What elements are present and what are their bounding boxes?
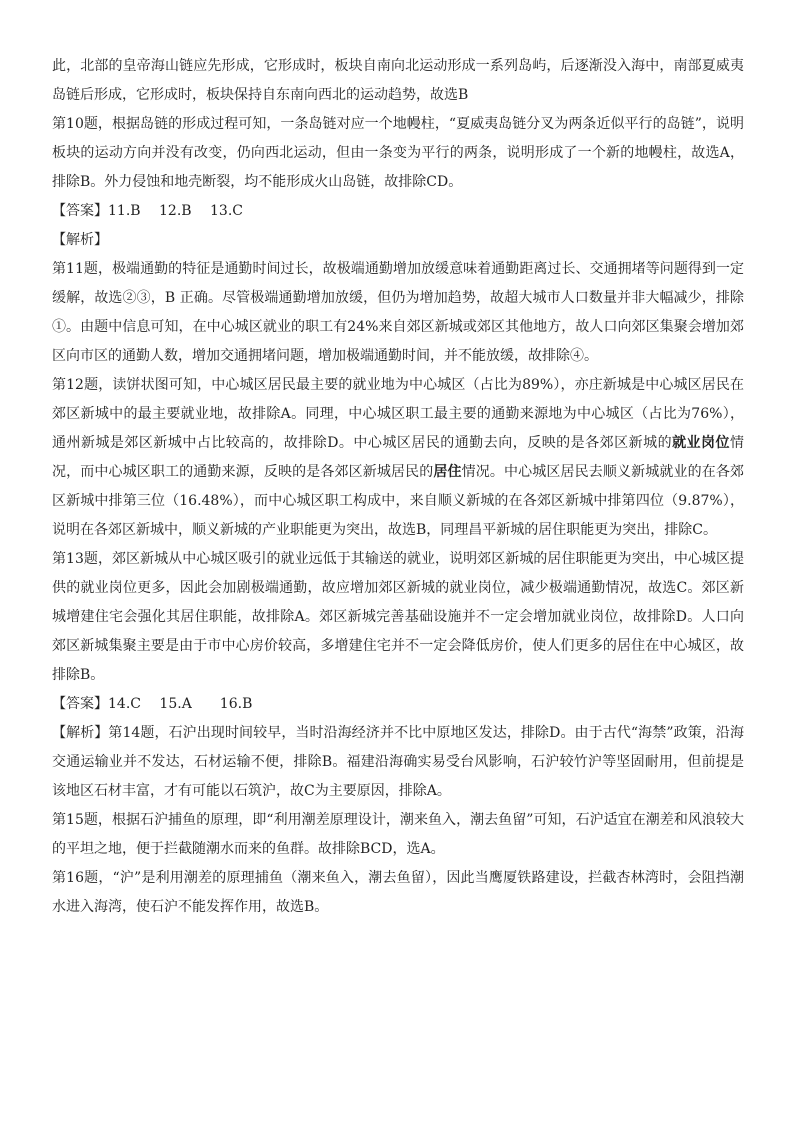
- q12-text-part-2: 情况，而中心城区职工的通勤来源，反映的是各郊区新城居民的: [52, 435, 744, 480]
- paragraph-q13: 第13题，郊区新城从中心城区吸引的就业远低于其输送的就业，说明郊区新城的居住职能更为突出，中心城区提供的就业岗位更多，因此会加剧极端通勤，故应增加郊区新城的就业岗位，减少极端通勤情况，故选C。郊区新城增建住宅会强化其居住职能，故排除A。郊区新城完善基础设施并不一定会增加就业岗位，故排除D。人口向郊区新城集聚主要是由于市中心房价较高，多增建住宅并不一定会降低房价，使人们更多的居住在中心城区，故排除B。: [52, 551, 744, 683]
- document-page: [52, 52, 744, 922]
- paragraph-q15: 第15题，根据石沪捕鱼的原理，即“利用潮差原理设计，潮来鱼入，潮去鱼留”可知，石沪适宜在潮差和风浪较大的平坦之地，便于拦截随潮水而来的鱼群。故排除BCD，选A。: [52, 812, 744, 857]
- answer-line-11-13: [52, 197, 744, 226]
- q12-bold-term-residence: 居住: [433, 464, 462, 480]
- paragraph-q12: [52, 371, 744, 545]
- q12-bold-term-jobs: 就业岗位: [672, 435, 730, 451]
- answer-values: 14.C 15.A 16.B: [108, 696, 253, 712]
- paragraph-q10: 第10题，根据岛链的形成过程可知，一条岛链对应一个地幔柱，“夏威夷岛链分叉为两条近似平行的岛链”，说明板块的运动方向并没有改变，仍向西北运动，但由一条变为平行的两条，说明形成了一个新的地幔柱，故选A，排除B。外力侵蚀和地壳断裂，均不能形成火山岛链，故排除CD。: [52, 116, 744, 190]
- analysis-heading: 【解析】: [52, 232, 108, 248]
- q12-text-part-1: 第12题，读饼状图可知，中心城区居民最主要的就业地为中心城区（占比为89%），亦庄新城是中心城区居民在郊区新城中的最主要就业地，故排除A。同理，中心城区职工最主要的通勤来源地为中心城区（占比为76%），通州新城是郊区新城中占比较高的，故排除D。中心城区居民的通勤去向，反映的是各郊区新城的: [52, 377, 744, 451]
- paragraph-q14: 【解析】第14题，石沪出现时间较早，当时沿海经济并不比中原地区发达，排除D。由于古代“海禁”政策，沿海交通运输业并不发达，石材运输不便，排除B。福建沿海确实易受台风影响，石沪较竹沪等坚固耐用，但前提是该地区石材丰富，才有可能以石筑沪，故C为主要原因，排除A。: [52, 725, 744, 799]
- answer-label: 【答案】: [52, 203, 108, 219]
- answer-line-14-16: [52, 690, 744, 719]
- answer-values: 11.B 12.B 13.C: [108, 203, 243, 219]
- paragraph-q9-conclusion: 此，北部的皇帝海山链应先形成，它形成时，板块自南向北运动形成一系列岛屿，后逐渐没入海中，南部夏威夷岛链后形成，它形成时，板块保持自东南向西北的运动趋势，故选B: [52, 58, 744, 103]
- q12-text-part-3: 情况。中心城区居民去顺义新城就业的在各郊区新城中排第三位（16.48%），而中心城区职工构成中，来自顺义新城的在各郊区新城中排第四位（9.87%），说明在各郊区新城中，顺义新城的产业职能更为突出，故选B，同理昌平新城的居住职能更为突出，排除C。: [52, 464, 744, 538]
- paragraph-q11: 第11题，极端通勤的特征是通勤时间过长，故极端通勤增加放缓意味着通勤距离过长、交通拥堵等问题得到一定缓解，故选②③，B 正确。尽管极端通勤增加放缓，但仍为增加趋势，故超大城市人口数量并非大幅减少，排除①。由题中信息可知，在中心城区就业的职工有24%来自郊区新城或郊区其他地方，故人口向郊区集聚会增加郊区向市区的通勤人数，增加交通拥堵问题，增加极端通勤时间，并不能放缓，故排除④。: [52, 261, 744, 364]
- answer-label: 【答案】: [52, 696, 108, 712]
- paragraph-q16: 第16题，“沪”是利用潮差的原理捕鱼（潮来鱼入，潮去鱼留），因此当鹰厦铁路建设，拦截杏林湾时，会阻挡潮水进入海湾，使石沪不能发挥作用，故选B。: [52, 870, 744, 915]
